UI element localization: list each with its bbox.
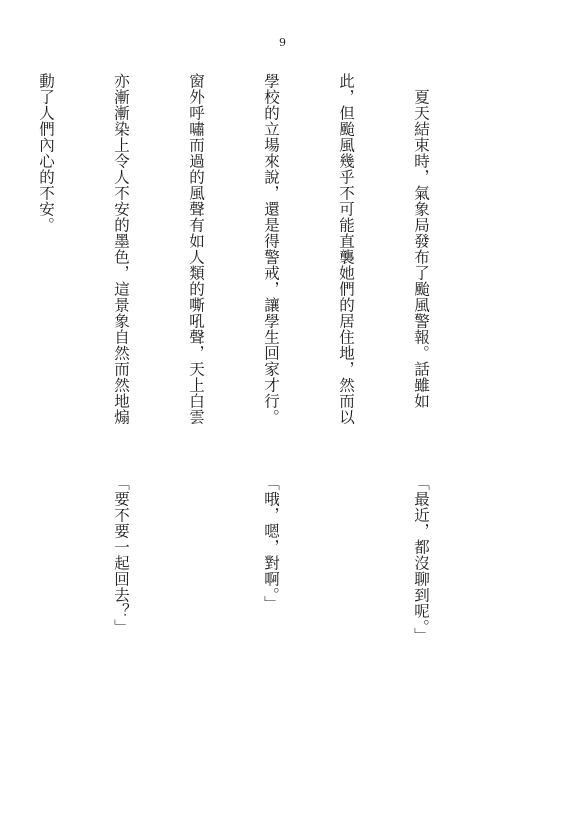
paragraph-line: 亦漸漸染上令人不安的墨色，這景象自然而然地煽 — [112, 73, 130, 425]
dialogue-line: 「哦，嗯，對啊。」 — [262, 475, 280, 612]
paragraph-line: 動了人們內心的不安。 — [37, 73, 55, 233]
dialogue-line: 「最近，都沒聊到呢。」 — [412, 475, 430, 644]
paragraph-line: 夏天結束時，氣象局發布了颱風警報。話雖如 — [412, 73, 430, 409]
page-number: 9 — [279, 36, 286, 49]
paragraph-gap — [183, 475, 208, 780]
paragraph-gap — [333, 475, 358, 780]
paragraph-line: 窗外呼嘯而過的風聲有如人類的嘶吼聲，天上白雲 — [187, 73, 205, 425]
paragraph-line: 學校的立場來說，還是得警戒，讓學生回家才行。 — [262, 73, 280, 425]
upper-text-block — [0, 73, 483, 425]
paragraph-line: 此，但颱風幾乎不可能直襲她們的居住地，然而以 — [337, 73, 355, 425]
lower-text-block — [0, 475, 483, 780]
paragraph-gap — [33, 475, 58, 780]
dialogue-line: 「要不要一起回去？」 — [112, 475, 130, 635]
